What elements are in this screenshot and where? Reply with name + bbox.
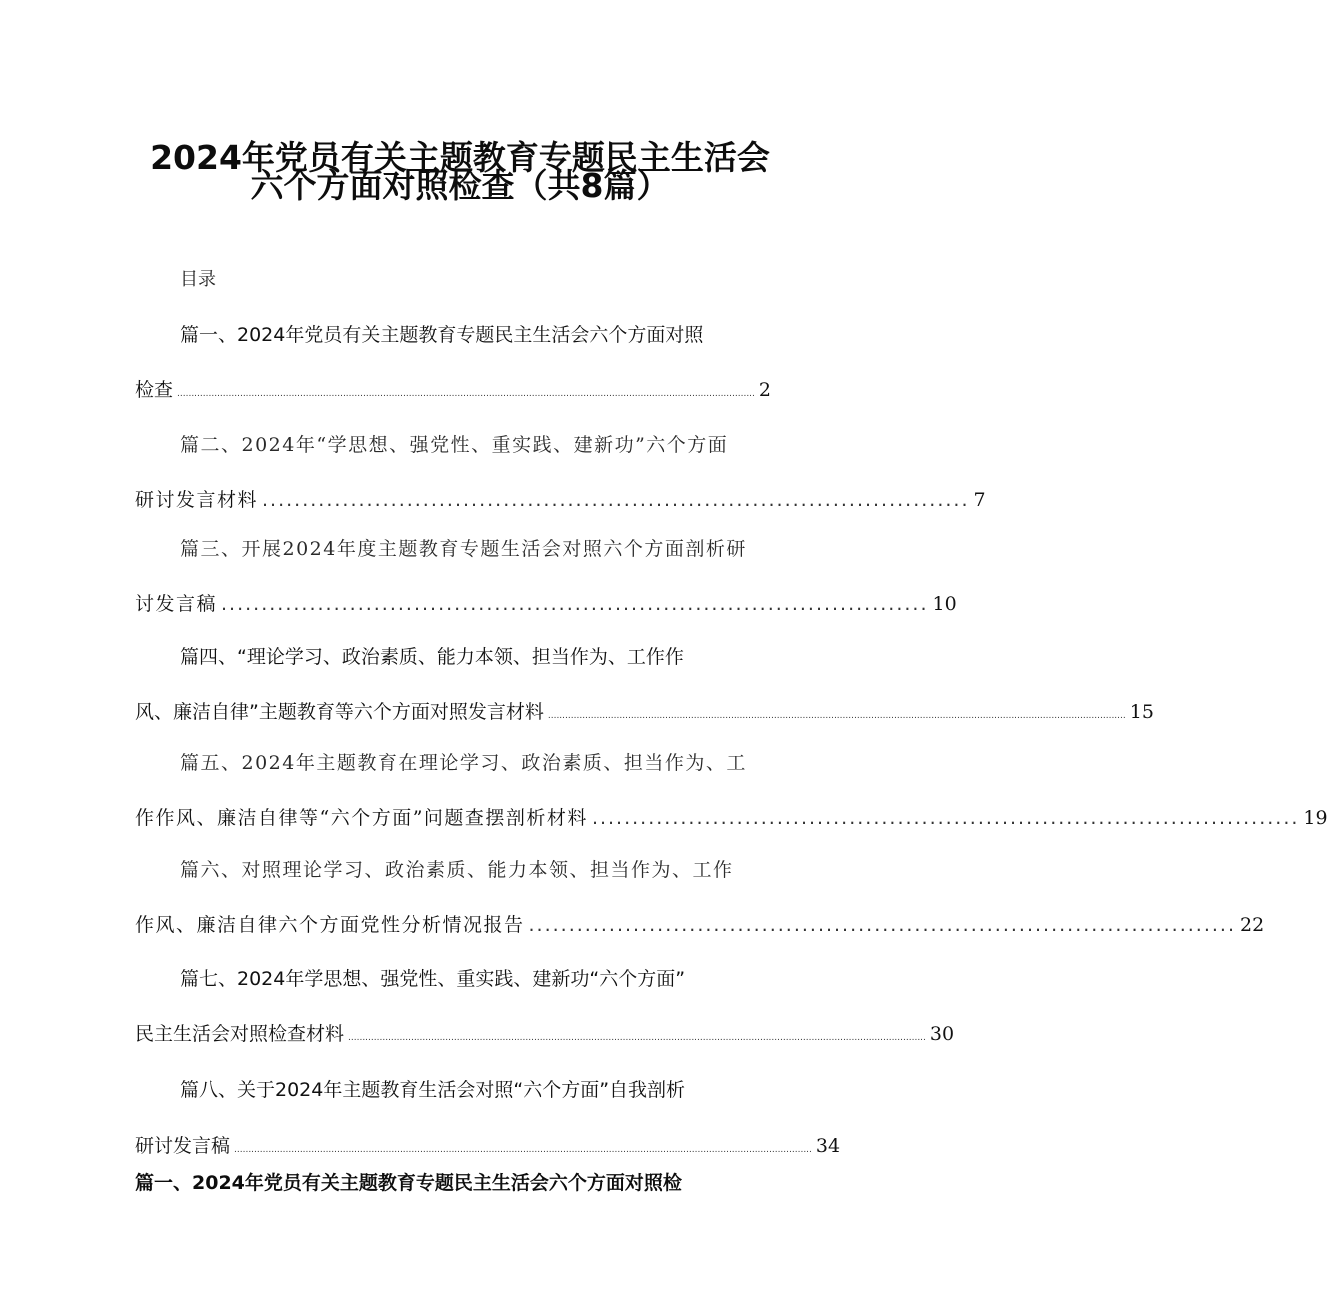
toc-entry-7-leader: .......................................................................................................................................................................................................... bbox=[348, 1033, 926, 1043]
toc-entry-8-text: 研讨发言稿 bbox=[135, 1135, 231, 1157]
section-heading: 篇一、2024年党员有关主题教育专题民主生活会六个方面对照检 bbox=[135, 1172, 682, 1194]
toc-entry-5-line-2[interactable] bbox=[135, 803, 1328, 833]
toc-entry-3-text: 讨发言稿 bbox=[135, 593, 218, 615]
toc-entry-2-text: 研讨发言材料 bbox=[135, 489, 259, 511]
toc-entry-5-line-1[interactable]: 篇五、2024年主题教育在理论学习、政治素质、担当作为、工 bbox=[180, 752, 747, 774]
toc-entry-5-page: 19 bbox=[1303, 807, 1328, 829]
toc-entry-7-text: 民主生活会对照检查材料 bbox=[135, 1023, 345, 1045]
toc-entry-4-line-2[interactable] bbox=[135, 697, 1154, 727]
toc-entry-2-page: 7 bbox=[973, 489, 986, 511]
document-title-line-2: 六个方面对照检查（共8篇） bbox=[250, 166, 670, 205]
toc-entry-7-line-1[interactable]: 篇七、2024年学思想、强党性、重实践、建新功“六个方面” bbox=[180, 968, 686, 990]
toc-entry-3-line-2[interactable] bbox=[135, 589, 957, 619]
toc-entry-2-leader: ........................................................................................ bbox=[262, 489, 970, 511]
toc-entry-3-line-1[interactable]: 篇三、开展2024年度主题教育专题生活会对照六个方面剖析研 bbox=[180, 538, 747, 560]
toc-entry-6-line-1[interactable]: 篇六、对照理论学习、政治素质、能力本领、担当作为、工作 bbox=[180, 859, 734, 881]
toc-entry-8-line-2[interactable] bbox=[135, 1131, 841, 1161]
toc-entry-3-leader: ........................................................................................ bbox=[221, 593, 929, 615]
toc-entry-8-page: 34 bbox=[815, 1135, 841, 1157]
toc-entry-6-leader: ........................................................................................ bbox=[528, 914, 1236, 936]
toc-entry-1-text: 检查 bbox=[135, 379, 174, 401]
toc-entry-7-page: 30 bbox=[929, 1023, 955, 1045]
toc-entry-4-leader: .......................................................................................................................................................................................................... bbox=[547, 711, 1126, 721]
toc-label: 目录 bbox=[180, 269, 216, 290]
toc-entry-2-line-1[interactable]: 篇二、2024年“学思想、强党性、重实践、建新功”六个方面 bbox=[180, 434, 729, 456]
document-title-line-1: 2024年党员有关主题教育专题民主生活会 bbox=[150, 138, 770, 177]
toc-entry-4-line-1[interactable]: 篇四、“理论学习、政治素质、能力本领、担当作为、工作作 bbox=[180, 646, 684, 668]
toc-entry-1-page: 2 bbox=[758, 379, 771, 401]
toc-entry-3-page: 10 bbox=[932, 593, 957, 615]
toc-entry-5-text: 作作风、廉洁自律等“六个方面”问题查摆剖析材料 bbox=[135, 807, 588, 829]
toc-entry-8-line-1[interactable]: 篇八、关于2024年主题教育生活会对照“六个方面”自我剖析 bbox=[180, 1079, 686, 1101]
toc-entry-4-page: 15 bbox=[1129, 701, 1154, 723]
toc-entry-7-line-2[interactable] bbox=[135, 1019, 955, 1049]
toc-entry-6-text: 作风、廉洁自律六个方面党性分析情况报告 bbox=[135, 914, 525, 936]
toc-entry-8-leader: .......................................................................................................................................................................................................... bbox=[234, 1145, 812, 1155]
toc-entry-2-line-2[interactable] bbox=[135, 485, 986, 515]
toc-entry-5-leader: ........................................................................................ bbox=[591, 807, 1300, 829]
toc-entry-6-line-2[interactable] bbox=[135, 910, 1265, 940]
toc-entry-6-page: 22 bbox=[1240, 914, 1265, 936]
toc-entry-1-line-2[interactable] bbox=[135, 375, 770, 405]
toc-entry-4-text: 风、廉洁自律”主题教育等六个方面对照发言材料 bbox=[135, 701, 544, 723]
toc-entry-1-leader: .......................................................................................................................................................................................................... bbox=[177, 389, 755, 399]
toc-entry-1-line-1[interactable]: 篇一、2024年党员有关主题教育专题民主生活会六个方面对照 bbox=[180, 324, 704, 346]
